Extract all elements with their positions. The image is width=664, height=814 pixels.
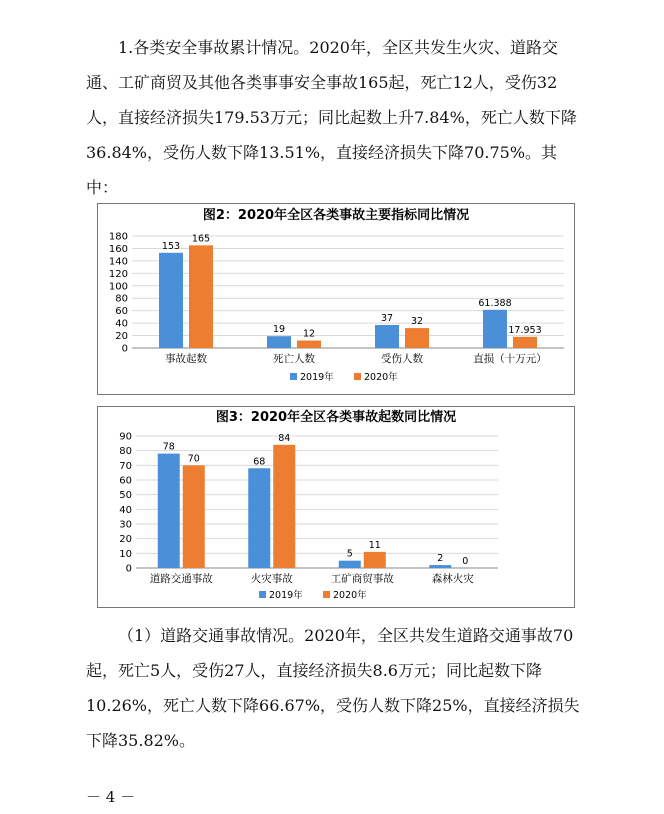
y-tick-label: 30 [119,519,132,531]
chart-figure-2 [97,203,575,395]
bar-2020 [273,445,295,568]
y-tick-label: 0 [121,343,128,355]
y-tick-label: 60 [119,475,132,487]
data-label: 0 [462,556,469,567]
chart-3-svg [98,407,574,607]
category-label: 事故起数 [165,353,207,365]
y-tick-label: 140 [108,256,128,268]
data-label: 2 [437,553,444,565]
data-label: 70 [187,453,200,465]
category-label: 火灾事故 [250,573,293,585]
paragraph-road-traffic: （1）道路交通事故情况。2020年，全区共发生道路交通事故70起，死亡5人，受伤27人，直接经济损失8.6万元；同比起数下降10.26%，死亡人数下降66.67%，受伤人数下降25%，直接经济损失下降35.82%。 [86,626,580,750]
legend-swatch-2019 [259,591,266,598]
y-tick-label: 160 [108,243,128,255]
data-label: 12 [302,328,316,340]
data-label: 17.953 [508,324,542,336]
paragraph-summary: 1.各类安全事故累计情况。2020年，全区共发生火灾、道路交通、工矿商贸及其他各类事事安全事故165起，死亡12人，受伤32人，直接经济损失179.53万元；同比起数上升7.84%，死亡人数下降36.84%，受伤人数下降13.51%，直接经济损失下降70.75%。其中： [86,38,577,197]
bar-2019 [483,310,507,348]
bar-2019 [159,253,183,348]
data-label: 19 [272,324,286,336]
y-tick-label: 40 [115,318,128,330]
bar-2019 [158,454,180,568]
data-label: 153 [161,240,181,252]
legend-swatch-2020 [323,591,330,598]
chart-title: 图3：2020年全区各类事故起数同比情况 [215,410,457,425]
data-label: 165 [191,233,211,245]
page-number: － 4 － [86,788,136,806]
legend-label: 2020年 [333,590,367,601]
data-label: 84 [278,432,291,444]
bar-2020 [364,552,386,568]
data-label: 32 [410,316,424,328]
y-tick-label: 20 [115,331,128,343]
data-label: 11 [368,539,381,551]
category-label: 道路交通事故 [149,573,213,585]
bar-2019 [248,468,270,568]
category-label: 受伤人数 [381,353,423,365]
category-label: 森林火灾 [431,573,474,585]
category-label: 直损（十万元） [473,353,547,365]
y-tick-label: 10 [119,548,132,560]
y-tick-label: 90 [119,431,132,443]
y-tick-label: 0 [125,563,132,575]
legend-swatch-2019 [290,373,297,380]
legend-label: 2020年 [364,372,398,383]
chart-figure-3 [97,406,575,608]
legend-label: 2019年 [300,372,334,383]
chart-title: 图2：2020年全区各类事故主要指标同比情况 [202,208,470,223]
bar-2020 [513,337,537,348]
legend-label: 2019年 [269,590,303,601]
y-tick-label: 60 [115,306,128,318]
data-label: 37 [380,312,394,324]
bar-2020 [297,341,321,348]
category-label: 工矿商贸事故 [330,573,394,585]
y-tick-label: 120 [108,268,128,280]
bar-2020 [405,328,429,348]
bar-2020 [183,465,205,568]
category-label: 死亡人数 [273,353,315,365]
y-tick-label: 80 [115,293,128,305]
y-tick-label: 50 [119,490,132,502]
y-tick-label: 20 [119,534,132,546]
bar-2020 [189,245,213,348]
legend-swatch-2020 [354,373,361,380]
bar-2019 [429,565,451,568]
y-tick-label: 70 [119,460,132,472]
y-tick-label: 100 [108,281,128,293]
data-label: 78 [162,441,175,453]
y-tick-label: 40 [119,504,132,516]
bar-2019 [375,325,399,348]
y-tick-label: 180 [108,231,128,243]
bar-2019 [267,336,291,348]
data-label: 68 [253,456,266,468]
bar-2019 [339,561,361,568]
data-label: 5 [346,548,353,560]
data-label: 61.388 [478,297,512,309]
y-tick-label: 80 [119,446,132,458]
chart-2-svg [98,204,574,394]
